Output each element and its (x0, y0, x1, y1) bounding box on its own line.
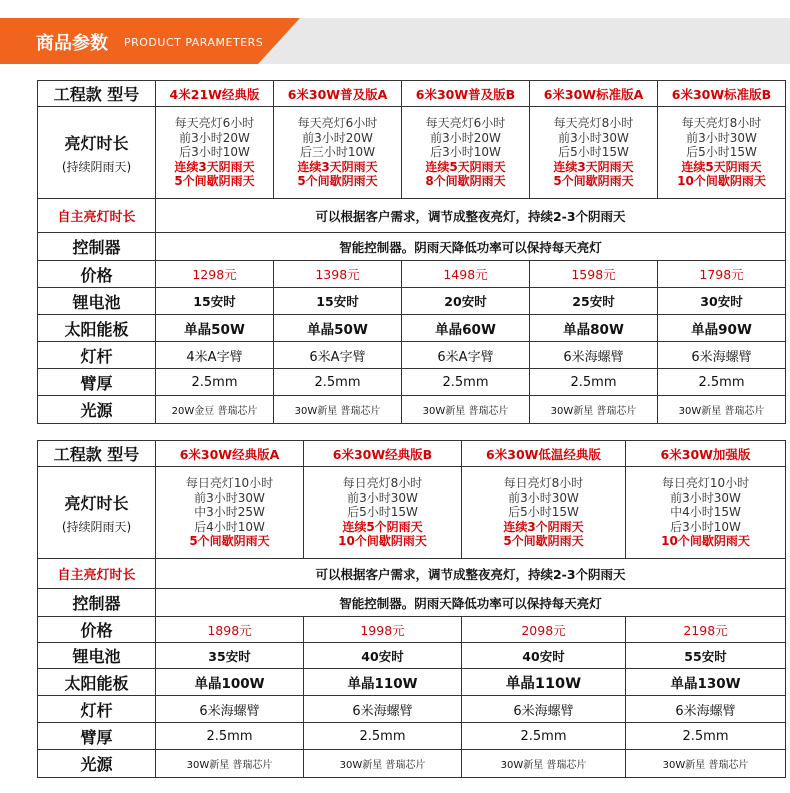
arm-label: 臂厚 (38, 723, 156, 750)
lighting-line: 后三小时10W (299, 145, 376, 160)
rainy-days-line: 连续5天阴雨天 (425, 159, 506, 174)
battery-row (38, 288, 786, 315)
lighting-line: 前3小时30W (558, 130, 629, 145)
lighting-line: 中4小时15W (670, 505, 741, 520)
auto-label: 自主亮灯时长 (38, 199, 156, 233)
battery-cell: 15安时 (156, 288, 274, 315)
panel-cell: 单晶50W (156, 315, 274, 342)
rainy-days-line: 连续5天阴雨天 (681, 159, 762, 174)
battery-cell: 55安时 (626, 643, 786, 669)
rainy-days-line: 5个间歇阴雨天 (174, 174, 255, 189)
battery-cell: 40安时 (304, 643, 462, 669)
lighting-line: 后3小时10W (670, 519, 741, 534)
auto-text: 可以根据客户需求，调节成整夜亮灯，持续2-3个阴雨天 (156, 559, 786, 589)
lighting-line: 每天亮灯6小时 (297, 116, 378, 131)
panel-cell: 单晶110W (462, 669, 626, 696)
price-cell: 1598元 (530, 261, 658, 288)
price-cell: 1898元 (156, 617, 304, 643)
lighting-line: 后4小时10W (194, 519, 265, 534)
rainy-days-line: 连续5个阴雨天 (342, 519, 423, 534)
lighting-line: 前3小时30W (508, 490, 579, 505)
lighting-line: 后5小时15W (347, 505, 418, 520)
pole-cell: 6米A字臂 (274, 342, 402, 369)
price-row (38, 617, 786, 643)
arm-cell: 2.5mm (530, 369, 658, 396)
price-cell: 1798元 (658, 261, 786, 288)
auto-row (38, 199, 786, 233)
rainy-days-line: 10个间歇阴雨天 (338, 534, 427, 549)
panel-cell: 单晶100W (156, 669, 304, 696)
rainy-days-line: 10个间歇阴雨天 (661, 534, 750, 549)
lighting-cell (156, 107, 274, 199)
battery-cell: 15安时 (274, 288, 402, 315)
price-cell: 2098元 (462, 617, 626, 643)
lighting-line: 后3小时10W (430, 145, 501, 160)
lighting-line: 每日亮灯8小时 (342, 476, 423, 491)
pole-row (38, 342, 786, 369)
lighting-cell (274, 107, 402, 199)
controller-row (38, 233, 786, 261)
panel-cell: 单晶80W (530, 315, 658, 342)
auto-row (38, 559, 786, 589)
arm-row (38, 723, 786, 750)
pole-cell: 6米海螺臂 (658, 342, 786, 369)
rainy-days-line: 10个间歇阴雨天 (677, 174, 766, 189)
lighting-line: 每天亮灯8小时 (553, 116, 634, 131)
lighting-line: 后3小时10W (179, 145, 250, 160)
lighting-line: 前3小时30W (194, 490, 265, 505)
arm-cell: 2.5mm (274, 369, 402, 396)
battery-cell: 20安时 (402, 288, 530, 315)
arm-cell: 2.5mm (156, 723, 304, 750)
pole-cell: 6米海螺臂 (304, 696, 462, 723)
price-cell: 1298元 (156, 261, 274, 288)
lighting-line: 前3小时20W (430, 130, 501, 145)
rainy-days-line: 5个间歇阴雨天 (297, 174, 378, 189)
model-cell: 6米30W普及版B (402, 81, 530, 107)
lighting-line: 前3小时30W (686, 130, 757, 145)
panel-cell: 单晶60W (402, 315, 530, 342)
battery-cell: 35安时 (156, 643, 304, 669)
auto-label: 自主亮灯时长 (38, 559, 156, 589)
lighting-line: 前3小时20W (302, 130, 373, 145)
price-cell: 2198元 (626, 617, 786, 643)
rainy-days-line: 连续3个阴雨天 (503, 519, 584, 534)
lighting-cell (156, 467, 304, 559)
panel-label: 太阳能板 (38, 315, 156, 342)
light-label: 光源 (38, 396, 156, 424)
arm-label: 臂厚 (38, 369, 156, 396)
pole-cell: 6米海螺臂 (156, 696, 304, 723)
panel-label: 太阳能板 (38, 669, 156, 696)
light-row (38, 750, 786, 778)
arm-cell: 2.5mm (156, 369, 274, 396)
controller-row (38, 589, 786, 617)
lighting-label-sub: (持续阴雨天) (61, 519, 132, 534)
battery-label: 锂电池 (38, 643, 156, 669)
model-cell: 6米30W标准版B (658, 81, 786, 107)
controller-label: 控制器 (38, 233, 156, 261)
controller-text: 智能控制器。阴雨天降低功率可以保持每天亮灯 (156, 589, 786, 617)
model-row (38, 441, 786, 467)
lighting-cell (402, 107, 530, 199)
light-cell: 30W新星 普瑞芯片 (462, 750, 626, 778)
model-cell: 6米30W普及版A (274, 81, 402, 107)
light-label: 光源 (38, 750, 156, 778)
lighting-line: 每天亮灯6小时 (174, 116, 255, 131)
lighting-line: 前3小时20W (179, 130, 250, 145)
lighting-line: 中3小时25W (194, 505, 265, 520)
lighting-line: 每天亮灯6小时 (425, 116, 506, 131)
price-cell: 1398元 (274, 261, 402, 288)
lighting-label-text: 亮灯时长 (64, 493, 129, 513)
lighting-line: 每天亮灯8小时 (681, 116, 762, 131)
light-cell: 30W新星 普瑞芯片 (658, 396, 786, 424)
lighting-label-sub: (持续阴雨天) (61, 159, 132, 174)
pole-label: 灯杆 (38, 342, 156, 369)
spec-table-2 (37, 440, 786, 778)
rainy-days-line: 5个间歇阴雨天 (189, 534, 270, 549)
lighting-line: 每日亮灯10小时 (661, 476, 750, 491)
model-cell: 6米30W经典版A (156, 441, 304, 467)
spec-table-1 (37, 80, 786, 424)
arm-cell: 2.5mm (462, 723, 626, 750)
battery-cell: 40安时 (462, 643, 626, 669)
lighting-label (38, 107, 156, 199)
lighting-line: 每日亮灯8小时 (503, 476, 584, 491)
model-row (38, 81, 786, 107)
controller-label: 控制器 (38, 589, 156, 617)
light-cell: 30W新星 普瑞芯片 (530, 396, 658, 424)
arm-cell: 2.5mm (626, 723, 786, 750)
price-cell: 1998元 (304, 617, 462, 643)
arm-cell: 2.5mm (402, 369, 530, 396)
model-cell: 6米30W加强版 (626, 441, 786, 467)
lighting-cell (304, 467, 462, 559)
arm-cell: 2.5mm (658, 369, 786, 396)
lighting-cell (658, 107, 786, 199)
lighting-line: 前3小时30W (670, 490, 741, 505)
rainy-days-line: 连续3天阴雨天 (553, 159, 634, 174)
rainy-days-line: 连续3天阴雨天 (297, 159, 378, 174)
panel-cell: 单晶50W (274, 315, 402, 342)
battery-cell: 25安时 (530, 288, 658, 315)
model-cell: 4米21W经典版 (156, 81, 274, 107)
light-cell: 20W金豆 普瑞芯片 (156, 396, 274, 424)
price-label: 价格 (38, 261, 156, 288)
lighting-line: 后5小时15W (558, 145, 629, 160)
arm-cell: 2.5mm (304, 723, 462, 750)
lighting-line: 后5小时15W (508, 505, 579, 520)
controller-text: 智能控制器。阴雨天降低功率可以保持每天亮灯 (156, 233, 786, 261)
light-row (38, 396, 786, 424)
lighting-line: 前3小时30W (347, 490, 418, 505)
battery-row (38, 643, 786, 669)
pole-row (38, 696, 786, 723)
pole-cell: 6米A字臂 (402, 342, 530, 369)
model-label: 工程款 型号 (38, 81, 156, 107)
light-cell: 30W新星 普瑞芯片 (626, 750, 786, 778)
lighting-row (38, 467, 786, 559)
panel-cell: 单晶130W (626, 669, 786, 696)
lighting-cell (462, 467, 626, 559)
rainy-days-line: 5个间歇阴雨天 (553, 174, 634, 189)
light-cell: 30W新星 普瑞芯片 (274, 396, 402, 424)
lighting-line: 后5小时15W (686, 145, 757, 160)
rainy-days-line: 8个间歇阴雨天 (425, 174, 506, 189)
rainy-days-line: 5个间歇阴雨天 (503, 534, 584, 549)
pole-cell: 6米海螺臂 (462, 696, 626, 723)
model-cell: 6米30W经典版B (304, 441, 462, 467)
panel-cell: 单晶110W (304, 669, 462, 696)
price-label: 价格 (38, 617, 156, 643)
lighting-label-text: 亮灯时长 (64, 133, 129, 153)
price-row (38, 261, 786, 288)
section-subtitle: PRODUCT PARAMETERS (124, 36, 264, 49)
model-cell: 6米30W低温经典版 (462, 441, 626, 467)
arm-row (38, 369, 786, 396)
rainy-days-line: 连续3天阴雨天 (174, 159, 255, 174)
pole-cell: 4米A字臂 (156, 342, 274, 369)
light-cell: 30W新星 普瑞芯片 (402, 396, 530, 424)
lighting-line: 每日亮灯10小时 (185, 476, 274, 491)
pole-label: 灯杆 (38, 696, 156, 723)
lighting-cell (530, 107, 658, 199)
auto-text: 可以根据客户需求，调节成整夜亮灯，持续2-3个阴雨天 (156, 199, 786, 233)
price-cell: 1498元 (402, 261, 530, 288)
pole-cell: 6米海螺臂 (626, 696, 786, 723)
panel-row (38, 669, 786, 696)
lighting-row (38, 107, 786, 199)
battery-cell: 30安时 (658, 288, 786, 315)
section-header (0, 18, 790, 64)
model-cell: 6米30W标准版A (530, 81, 658, 107)
light-cell: 30W新星 普瑞芯片 (304, 750, 462, 778)
lighting-label (38, 467, 156, 559)
model-label: 工程款 型号 (38, 441, 156, 467)
panel-cell: 单晶90W (658, 315, 786, 342)
section-title: 商品参数 (36, 33, 108, 54)
light-cell: 30W新星 普瑞芯片 (156, 750, 304, 778)
pole-cell: 6米海螺臂 (530, 342, 658, 369)
lighting-cell (626, 467, 786, 559)
panel-row (38, 315, 786, 342)
battery-label: 锂电池 (38, 288, 156, 315)
